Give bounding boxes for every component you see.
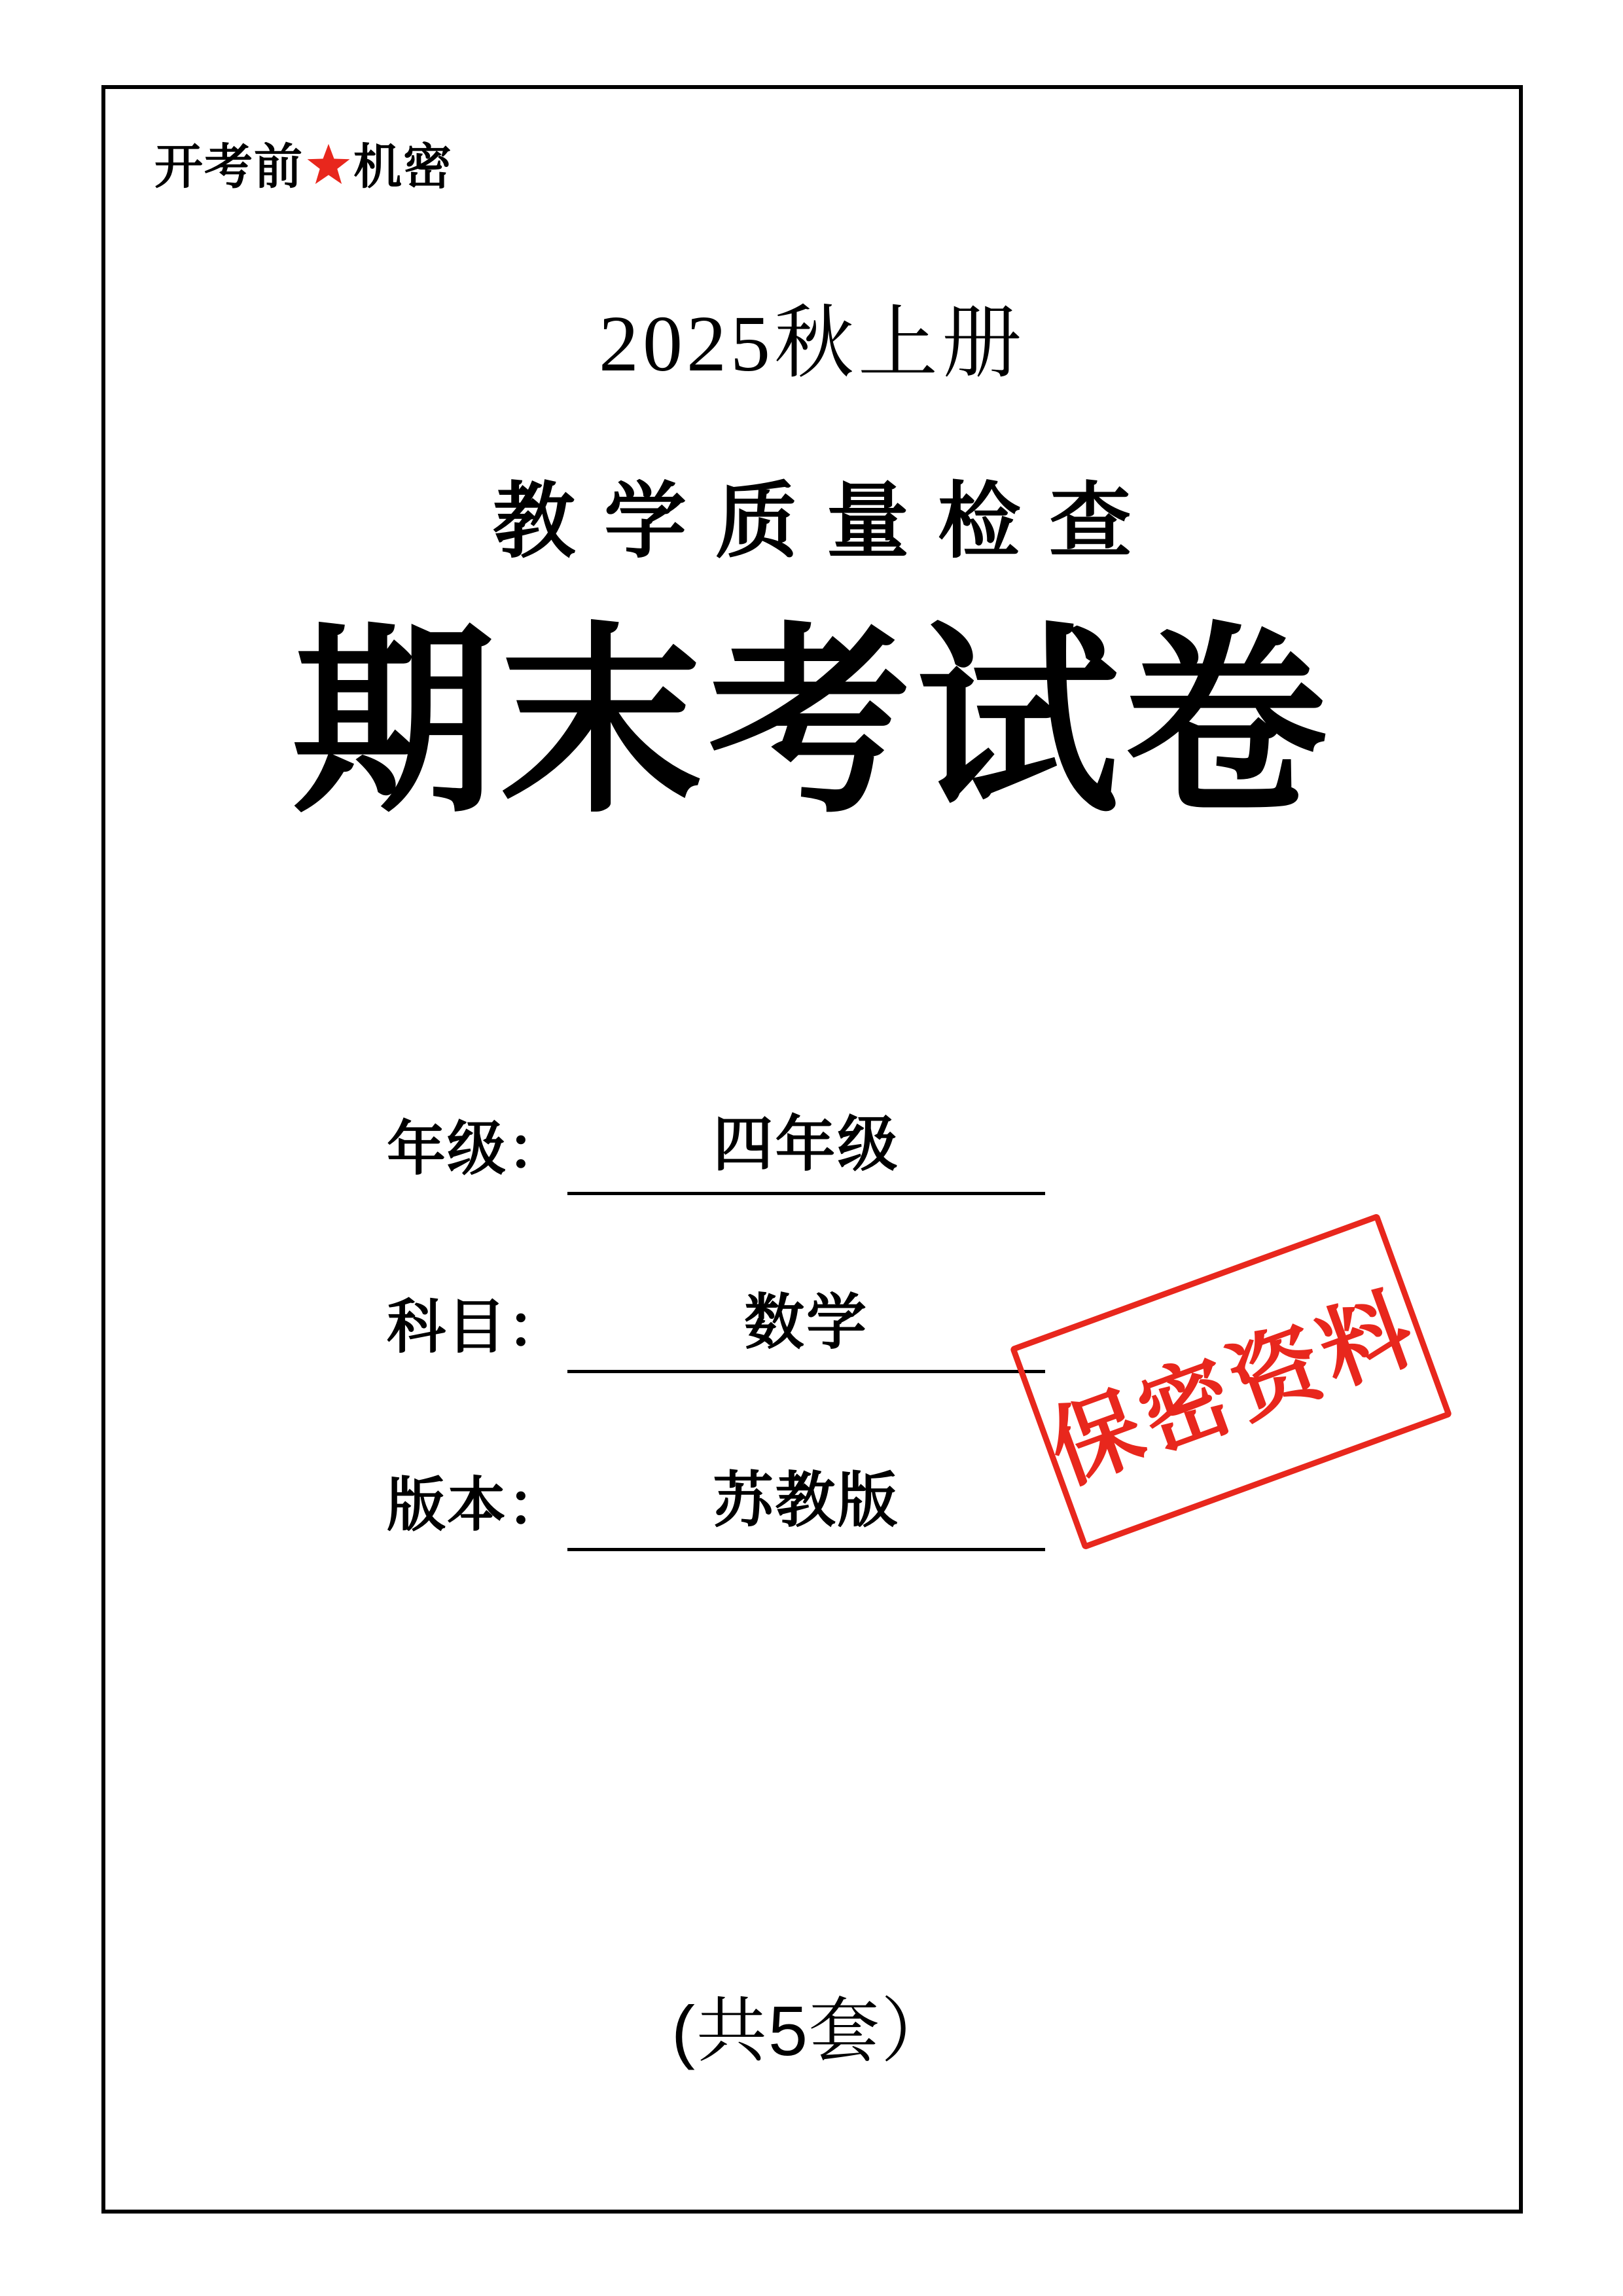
confidential-prefix-text: 开考前 (154, 141, 304, 194)
field-list (105, 1097, 1519, 1631)
field-underline-grade (567, 1096, 1045, 1195)
confidential-suffix-text: 机密 (353, 141, 453, 194)
field-label-grade: 年级： (387, 1117, 567, 1182)
field-value-grade: 四年级 (713, 1111, 900, 1178)
page-title: 期末考试卷 (292, 609, 1332, 836)
field-row-grade (387, 1097, 1519, 1195)
field-underline-subject (567, 1274, 1045, 1373)
field-value-subject: 数学 (743, 1289, 868, 1356)
title-subtitle: 教学质量检查 (493, 477, 1160, 568)
field-row-subject (387, 1275, 1519, 1373)
field-underline-edition (567, 1452, 1045, 1551)
stamp-text: 保密资料 (1037, 1276, 1431, 1502)
red-star-icon (305, 142, 352, 189)
title-year-term: 2025秋上册 (599, 300, 1026, 388)
set-count-label: (共5套） (671, 1991, 954, 2070)
field-label-subject: 科目： (387, 1295, 567, 1360)
field-row-edition (387, 1453, 1519, 1551)
page-border-frame (101, 85, 1523, 2214)
field-value-edition: 苏教版 (713, 1467, 900, 1534)
confidential-banner (154, 128, 453, 198)
field-label-edition: 版本： (387, 1473, 567, 1538)
